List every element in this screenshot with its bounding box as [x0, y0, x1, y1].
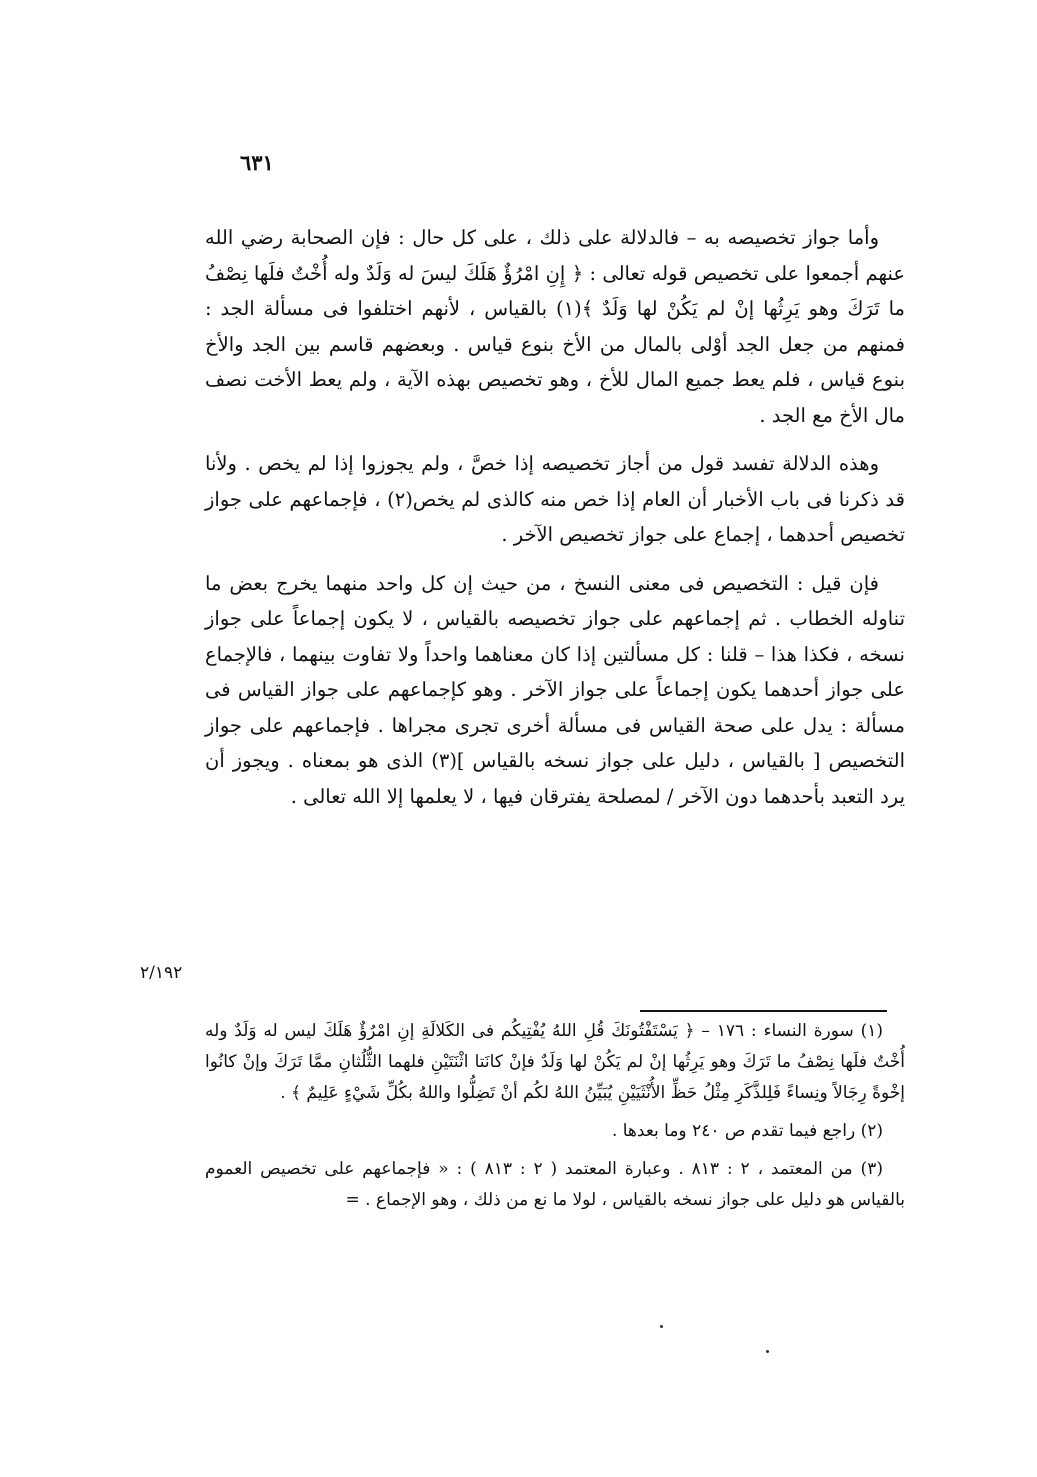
- paragraph: وأما جواز تخصيصه به – فالدلالة على ذلك ، على كل حال : فإن الصحابة رضي الله عنهم أجمعوا على تخصيص قوله تعالى : ﴿ إِنِ امْرُؤٌ هَلَكَ ليسَ له وَلَدٌ وله أُخْتٌ فلَها نِصْفُ ما تَرَكَ وهو يَرِثُها إنْ لم يَكُنْ لها وَلَدٌ ﴾(١) بالقياس ، لأنهم اختلفوا فى مسألة الجد : فمنهم من جعل الجد أوْلى بالمال من الأخ بنوع قياس . وبعضهم قاسم بين الجد والأخ بنوع قياس ، فلم يعط جميع المال للأخ ، وهو تخصيص بهذه الآية ، ولم يعط الأخت نصف مال الأخ مع الجد .: [205, 226, 905, 427]
- scan-speck: [766, 1350, 769, 1353]
- footnote-separator: [640, 1010, 887, 1012]
- margin-reference: ٢/١٩٢: [140, 963, 183, 983]
- footnote: (٣) من المعتمد ، ٢ : ٨١٣ . وعبارة المعتمد ( ٢ : ٨١٣ ) : « فإجماعهم على تخصيص العموم بالقياس هو دليل على جواز نسخه بالقياس ، لولا ما نع من ذلك ، وهو الإجماع . =: [205, 1159, 905, 1210]
- page-number: ٦٣١: [240, 150, 274, 175]
- footnote: (١) سورة النساء : ١٧٦ – ﴿ يَسْتَفْتُونَكَ قُلِ اللهُ يُفْتِيكُم فى الكَلالَةِ إنِ امْرُؤٌ هَلَكَ ليس له وَلَدٌ وله أُخْتٌ فلَها نِصْفُ ما تَرَكَ وهو يَرِثُها إنْ لم يَكُنْ لها وَلَدٌ فإنْ كانَتا اثْنَتَيْنِ فلهما الثُّلُثانِ ممَّا تَرَكَ وإنْ كانُوا إخْوةً رِجَالاً ونِساءً فَلِلذَّكَرِ مِثْلُ حَظِّ الأُنْثَيَيْنِ يُبَيِّنُ اللهُ لكُم أنْ تَضِلُّوا واللهُ بكُلِّ شَيْءٍ عَلِيمٌ ﴾ .: [205, 1021, 905, 1103]
- paragraph: وهذه الدلالة تفسد قول من أجاز تخصيصه إذا خصَّ ، ولم يجوزوا إذا لم يخص . ولأنا قد ذكرنا فى باب الأخبار أن العام إذا خص منه كالذى لم يخص(٢) ، فإجماعهم على جواز تخصيص أحدهما ، إجماع على جواز تخصيص الآخر .: [205, 452, 905, 546]
- scan-speck: [660, 1325, 663, 1328]
- footnote: (٢) راجع فيما تقدم ص ٢٤٠ وما بعدها .: [611, 1121, 883, 1141]
- footnotes: [205, 1016, 905, 1223]
- paragraph: فإن قيل : التخصيص فى معنى النسخ ، من حيث إن كل واحد منهما يخرج بعض ما تناوله الخطاب . ثم إجماعهم على جواز تخصيصه بالقياس ، لا يكون إجماعاً على جواز نسخه ، فكذا هذا – قلنا : كل مسألتين إذا كان معناهما واحداً ولا تفاوت بينهما ، فالإجماع على جواز أحدهما يكون إجماعاً على جواز الآخر . وهو كإجماعهم على جواز القياس فى مسألة : يدل على صحة القياس فى مسألة أخرى تجرى مجراها . فإجماعهم على جواز التخصيص [ بالقياس ، دليل على جواز نسخه بالقياس ](٣) الذى هو بمعناه . ويجوز أن يرد التعبد بأحدهما دون الآخر / لمصلحة يفترقان فيها ، لا يعلمها إلا الله تعالى .: [205, 571, 905, 808]
- main-text: [205, 220, 905, 827]
